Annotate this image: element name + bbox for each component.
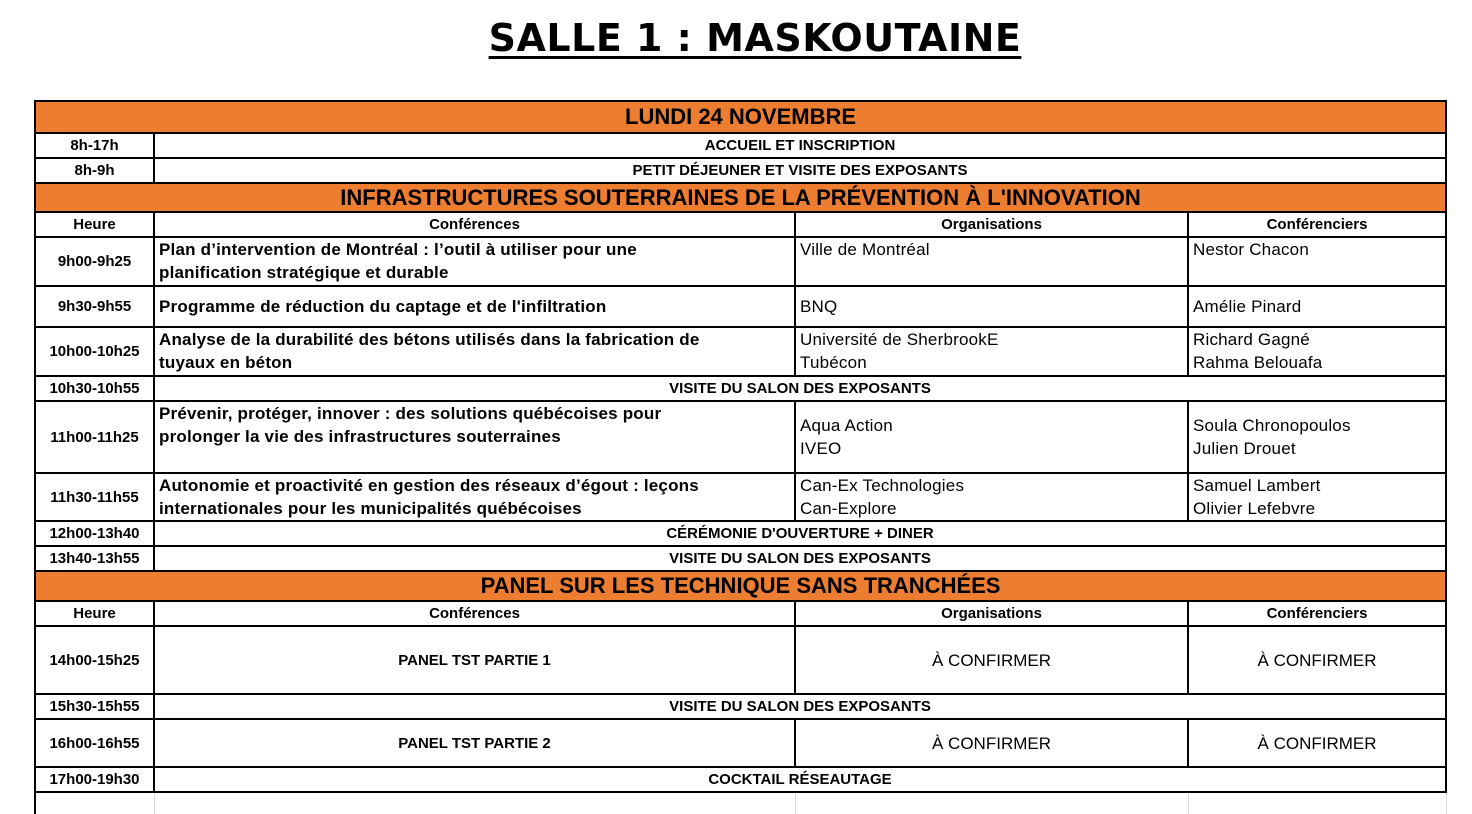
table-row: [35, 719, 1446, 767]
table-row: [35, 521, 1446, 546]
organisation-cell: [795, 401, 1188, 473]
organisation: Université de SherbrookE: [800, 330, 999, 349]
speaker: À CONFIRMER: [1188, 626, 1446, 694]
table-row: [35, 327, 1446, 376]
speakers-cell: [1188, 286, 1446, 327]
organisation: BNQ: [800, 297, 838, 316]
speaker: Soula Chronopoulos: [1193, 416, 1351, 435]
section-header-row: [35, 183, 1446, 212]
talk-title: PANEL TST PARTIE 1: [154, 626, 795, 694]
schedule-table: [34, 100, 1447, 814]
event-label: VISITE DU SALON DES EXPOSANTS: [154, 546, 1446, 571]
time-cell: 15h30-15h55: [35, 694, 154, 719]
table-row: [35, 376, 1446, 401]
speaker: Richard Gagné: [1193, 330, 1310, 349]
empty-cell: [1188, 792, 1446, 814]
day-header-row: [35, 101, 1446, 133]
event-label: VISITE DU SALON DES EXPOSANTS: [154, 376, 1446, 401]
organisation-cell: [795, 237, 1188, 286]
time-cell: 11h00-11h25: [35, 401, 154, 473]
column-header-time: Heure: [35, 601, 154, 626]
speakers-cell: [1188, 473, 1446, 521]
column-header-org: Organisations: [795, 212, 1188, 237]
organisation: Tubécon: [800, 353, 867, 372]
time-cell: 16h00-16h55: [35, 719, 154, 767]
time-cell: 14h00-15h25: [35, 626, 154, 694]
table-row: [35, 626, 1446, 694]
column-header-org: Organisations: [795, 601, 1188, 626]
time-cell: 17h00-19h30: [35, 767, 154, 792]
table-row: [35, 401, 1446, 473]
column-header-row: [35, 212, 1446, 237]
column-header-time: Heure: [35, 212, 154, 237]
empty-row: [35, 792, 1446, 814]
speakers-cell: [1188, 237, 1446, 286]
column-header-speakers: Conférenciers: [1188, 601, 1446, 626]
talk-title-line: internationales pour les municipalités québécoises: [159, 499, 582, 518]
talk-title: PANEL TST PARTIE 2: [154, 719, 795, 767]
talk-title-line: Programme de réduction du captage et de l'infiltration: [159, 297, 607, 316]
organisation: Can-Explore: [800, 499, 897, 518]
table-row: [35, 694, 1446, 719]
speaker: Olivier Lefebvre: [1193, 499, 1316, 518]
time-cell: 8h-9h: [35, 158, 154, 183]
column-header-talk: Conférences: [154, 601, 795, 626]
speaker: Nestor Chacon: [1193, 240, 1309, 259]
table-row: [35, 473, 1446, 521]
talk-title-line: Prévenir, protéger, innover : des solutions québécoises pour: [159, 404, 662, 423]
speaker: Rahma Belouafa: [1193, 353, 1323, 372]
event-label: PETIT DÉJEUNER ET VISITE DES EXPOSANTS: [154, 158, 1446, 183]
talk-title-line: Autonomie et proactivité en gestion des réseaux d’égout : leçons: [159, 476, 699, 495]
day-header: LUNDI 24 NOVEMBRE: [35, 101, 1446, 133]
table-row: [35, 767, 1446, 792]
talk-title: [154, 237, 795, 286]
talk-title-line: Analyse de la durabilité des bétons utilisés dans la fabrication de: [159, 330, 700, 349]
organisation: Aqua Action: [800, 416, 893, 435]
organisation-cell: [795, 473, 1188, 521]
organisation: À CONFIRMER: [795, 626, 1188, 694]
organisation-cell: [795, 286, 1188, 327]
talk-title: [154, 286, 795, 327]
empty-cell: [154, 792, 795, 814]
talk-title: [154, 473, 795, 521]
page-title: SALLE 1 : MASKOUTAINE: [488, 16, 1022, 60]
talk-title-line: prolonger la vie des infrastructures souterraines: [159, 427, 561, 446]
speaker: Julien Drouet: [1193, 439, 1296, 458]
section-title: PANEL SUR LES TECHNIQUE SANS TRANCHÉES: [35, 571, 1446, 601]
talk-title: [154, 327, 795, 376]
column-header-speakers: Conférenciers: [1188, 212, 1446, 237]
column-header-talk: Conférences: [154, 212, 795, 237]
time-cell: 9h30-9h55: [35, 286, 154, 327]
table-row: [35, 237, 1446, 286]
empty-cell: [795, 792, 1188, 814]
organisation: À CONFIRMER: [795, 719, 1188, 767]
section-header-row: [35, 571, 1446, 601]
time-cell: 10h30-10h55: [35, 376, 154, 401]
organisation-cell: [795, 327, 1188, 376]
talk-title-line: tuyaux en béton: [159, 353, 293, 372]
table-row: [35, 133, 1446, 158]
speakers-cell: [1188, 327, 1446, 376]
organisation: IVEO: [800, 439, 842, 458]
time-cell: 11h30-11h55: [35, 473, 154, 521]
section-title: INFRASTRUCTURES SOUTERRAINES DE LA PRÉVENTION À L'INNOVATION: [35, 183, 1446, 212]
time-cell: 12h00-13h40: [35, 521, 154, 546]
column-header-row: [35, 601, 1446, 626]
talk-title-line: planification stratégique et durable: [159, 263, 449, 282]
empty-cell: [35, 792, 154, 814]
event-label: CÉRÉMONIE D'OUVERTURE + DINER: [154, 521, 1446, 546]
speakers-cell: [1188, 401, 1446, 473]
event-label: ACCUEIL ET INSCRIPTION: [154, 133, 1446, 158]
organisation: Ville de Montréal: [800, 240, 930, 259]
table-row: [35, 286, 1446, 327]
table-row: [35, 546, 1446, 571]
event-label: VISITE DU SALON DES EXPOSANTS: [154, 694, 1446, 719]
talk-title: [154, 401, 795, 473]
event-label: COCKTAIL RÉSEAUTAGE: [154, 767, 1446, 792]
time-cell: 10h00-10h25: [35, 327, 154, 376]
talk-title-line: Plan d’intervention de Montréal : l’outil à utiliser pour une: [159, 240, 637, 259]
speaker: À CONFIRMER: [1188, 719, 1446, 767]
speaker: Samuel Lambert: [1193, 476, 1321, 495]
speaker: Amélie Pinard: [1193, 297, 1302, 316]
organisation: Can-Ex Technologies: [800, 476, 965, 495]
table-row: [35, 158, 1446, 183]
time-cell: 8h-17h: [35, 133, 154, 158]
time-cell: 9h00-9h25: [35, 237, 154, 286]
time-cell: 13h40-13h55: [35, 546, 154, 571]
